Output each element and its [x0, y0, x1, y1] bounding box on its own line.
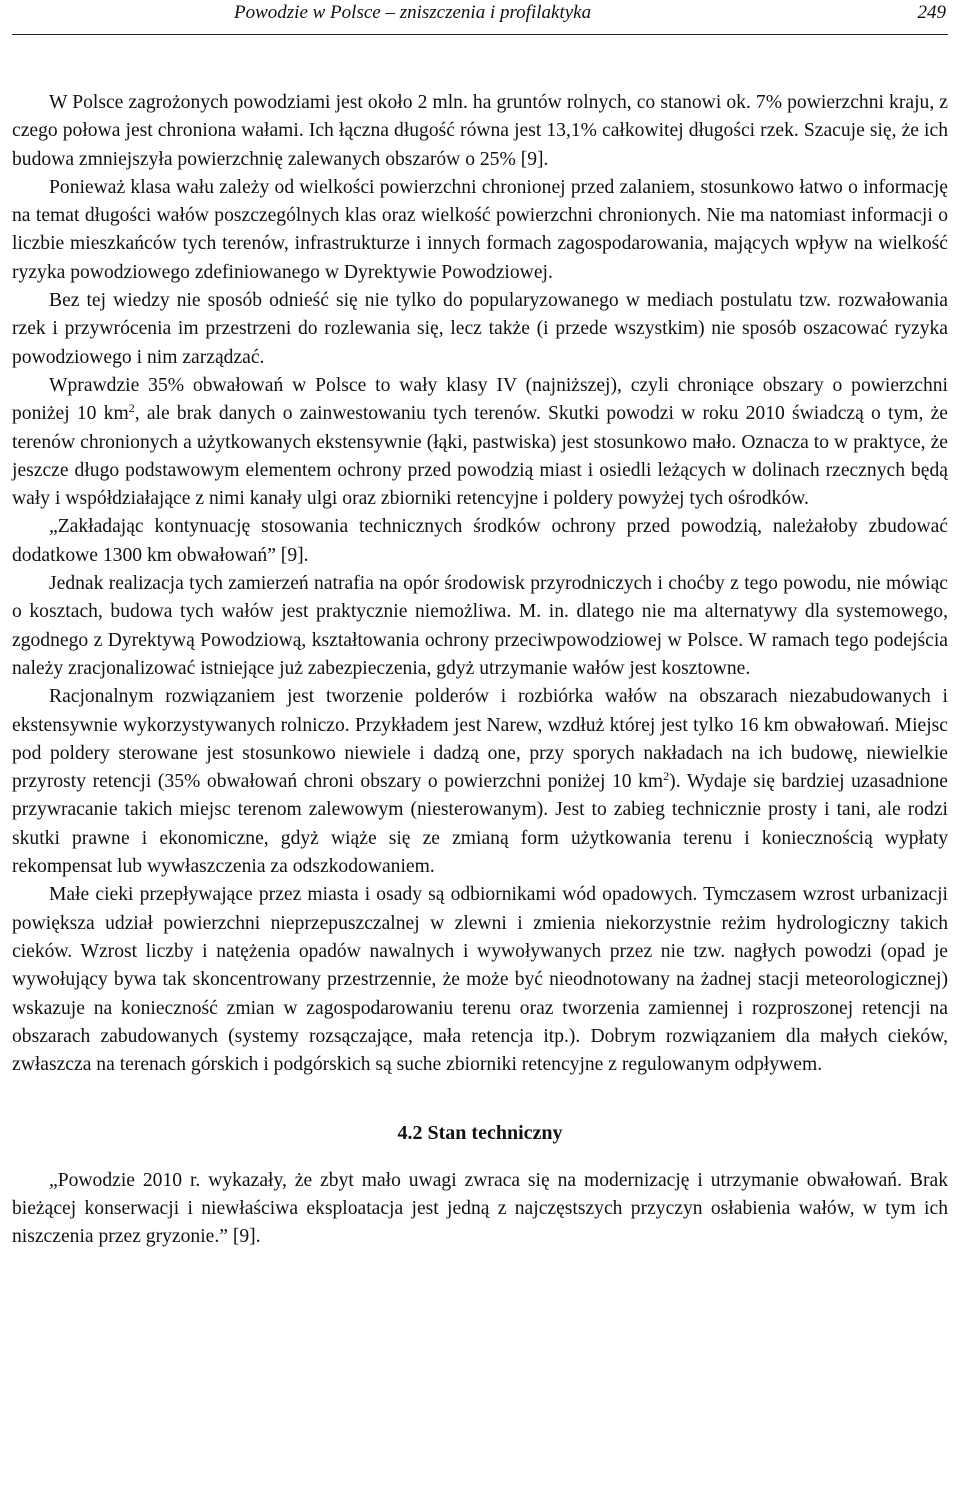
paragraph-text: Racjonalnym rozwiązaniem jest tworzenie polderów i rozbiórka wałów na obszarach niezabudowanych i ekstensywnie wykorzystywanych rolniczo. Przykładem jest Narew, wzdłuż której jest tylko 16 km obwałowań. Miejsc pod poldery sterowane jest stosunkowo niewiele i dadzą one, przy sporych nakładach na ich budowę, niewielkie przyrosty retencji (35% obwałowań chroni obszary o powierzchni poniżej 10 km [12, 686, 948, 793]
quote-paragraph: „Zakładając kontynuację stosowania technicznych środków ochrony przed powodzią, należałoby zbudować dodatkowe 1300 km obwałowań” [9]. [12, 516, 948, 566]
paragraph: Bez tej wiedzy nie sposób odnieść się nie tylko do popularyzowanego w mediach postulatu tzw. rozwałowania rzek i przywrócenia im przestrzeni do rozlewania się, lecz także (i przede wszystkim) nie sposób oszacować ryzyka powodziowego i nim zarządzać. [12, 290, 948, 368]
paragraph [12, 372, 948, 513]
quote-paragraph: „Powodzie 2010 r. wykazały, że zbyt mało uwagi zwraca się na modernizację i utrzymanie obwałowań. Brak bieżącej konserwacji i niewłaściwa eksploatacja jest jedną z najczęstszych przyczyn osłabienia wałów, w tym ich niszczenia przez gryzonie.” [9]. [12, 1169, 948, 1248]
section-heading: 4.2 Stan techniczny [397, 1122, 563, 1145]
paragraph: Jednak realizacja tych zamierzeń natrafia na opór środowisk przyrodniczych i choćby z tego powodu, nie mówiąc o kosztach, budowa tych wałów jest praktycznie niemożliwa. M. in. dlatego nie ma alternatywy dla systemowego, zgodnego z Dyrektywą Powodziową, kształtowania ochrony przeciwpowodziowej w Polsce. W ramach tego podejścia należy zracjonalizować istniejące już zabezpieczenia, gdyż utrzymanie wałów jest kosztowne. [12, 573, 948, 679]
paragraph: Małe cieki przepływające przez miasta i osady są odbiornikami wód opadowych. Tymczasem wzrost urbanizacji powiększa udział powierzchni nieprzepuszczalnej w zlewni i zmienia niekorzystnie reżim hydrologiczny takich cieków. Wzrost liczby i natężenia opadów nawalnych i wywoływanych przez nie tzw. nagłych powodzi (opad je wywołujący bywa tak skoncentrowany przestrzennie, że może być nieodnotowany na żadnej stacji meteorologicznej) wskazuje na konieczność zmian w zagospodarowaniu terenu oraz tworzenia zamiennej i rozproszonej retencji na obszarach zabudowanych (systemy rozsączające, mała retencja itp.). Dobrym rozwiązaniem dla małych cieków, zwłaszcza na terenach górskich i podgórskich są suche zbiorniki retencyjne z regulowanym odpływem. [12, 884, 948, 1076]
page-number: 249 [917, 2, 946, 23]
superscript: 2 [128, 401, 135, 416]
paragraph-text: Wprawdzie 35% obwałowań w Polsce to wały klasy IV (najniższej), czyli chroniące obszary o powierzchni poniżej 10 km [12, 374, 948, 425]
paragraph [12, 683, 948, 881]
paragraph: Ponieważ klasa wału zależy od wielkości powierzchni chronionej przed zalaniem, stosunkowo łatwo o informację na temat długości wałów poszczególnych klas oraz wielkość powierzchni chronionych. Nie ma natomiast informacji o liczbie mieszkańców tych terenów, infrastrukturze i innych formach zagospodarowania, mających wpływ na wielkość ryzyka powodziowego zdefiniowanego w Dyrektywie Powodziowej. [12, 176, 948, 283]
running-title: Powodzie w Polsce – zniszczenia i profilaktyka [234, 2, 592, 23]
body-text [12, 89, 948, 1252]
paragraph: W Polsce zagrożonych powodziami jest około 2 mln. ha gruntów rolnych, co stanowi ok. 7% powierzchni kraju, z czego połowa jest chroniona wałami. Ich łączna długość równa jest 13,1% całkowitej długości rzek. Szacuje się, że ich budowa zmniejszyła powierzchnię zalewanych obszarów o 25% [9]. [12, 92, 948, 170]
superscript: 2 [663, 769, 670, 784]
running-header [12, 0, 948, 35]
paragraph-text: , ale brak danych o zainwestowaniu tych terenów. Skutki powodzi w roku 2010 świadczą o tym, że terenów chronionych a użytkowanych ekstensywnie (łąki, pastwiska) jest stosunkowo mało. Oznacza to w praktyce, że jeszcze długo podstawowym elementem ochrony przed powodzią miast i osiedli leżących w dolinach rzecznych będą wały i współdziałające z nimi kanały ulgi oraz zbiorniki retencyjne i poldery powyżej tych ośrodków. [12, 403, 948, 510]
paragraph-text: ). Wydaje się bardziej uzasadnione przywracanie takich miejsc terenom zalewowym (niesterowanym). Jest to zabieg technicznie prosty i tani, ale rodzi skutki prawne i ekonomiczne, gdyż wiąże się ze zmianą form użytkowania terenu i koniecznością wypłaty rekompensat lub wywłaszczenia za odszkodowaniem. [12, 771, 948, 878]
